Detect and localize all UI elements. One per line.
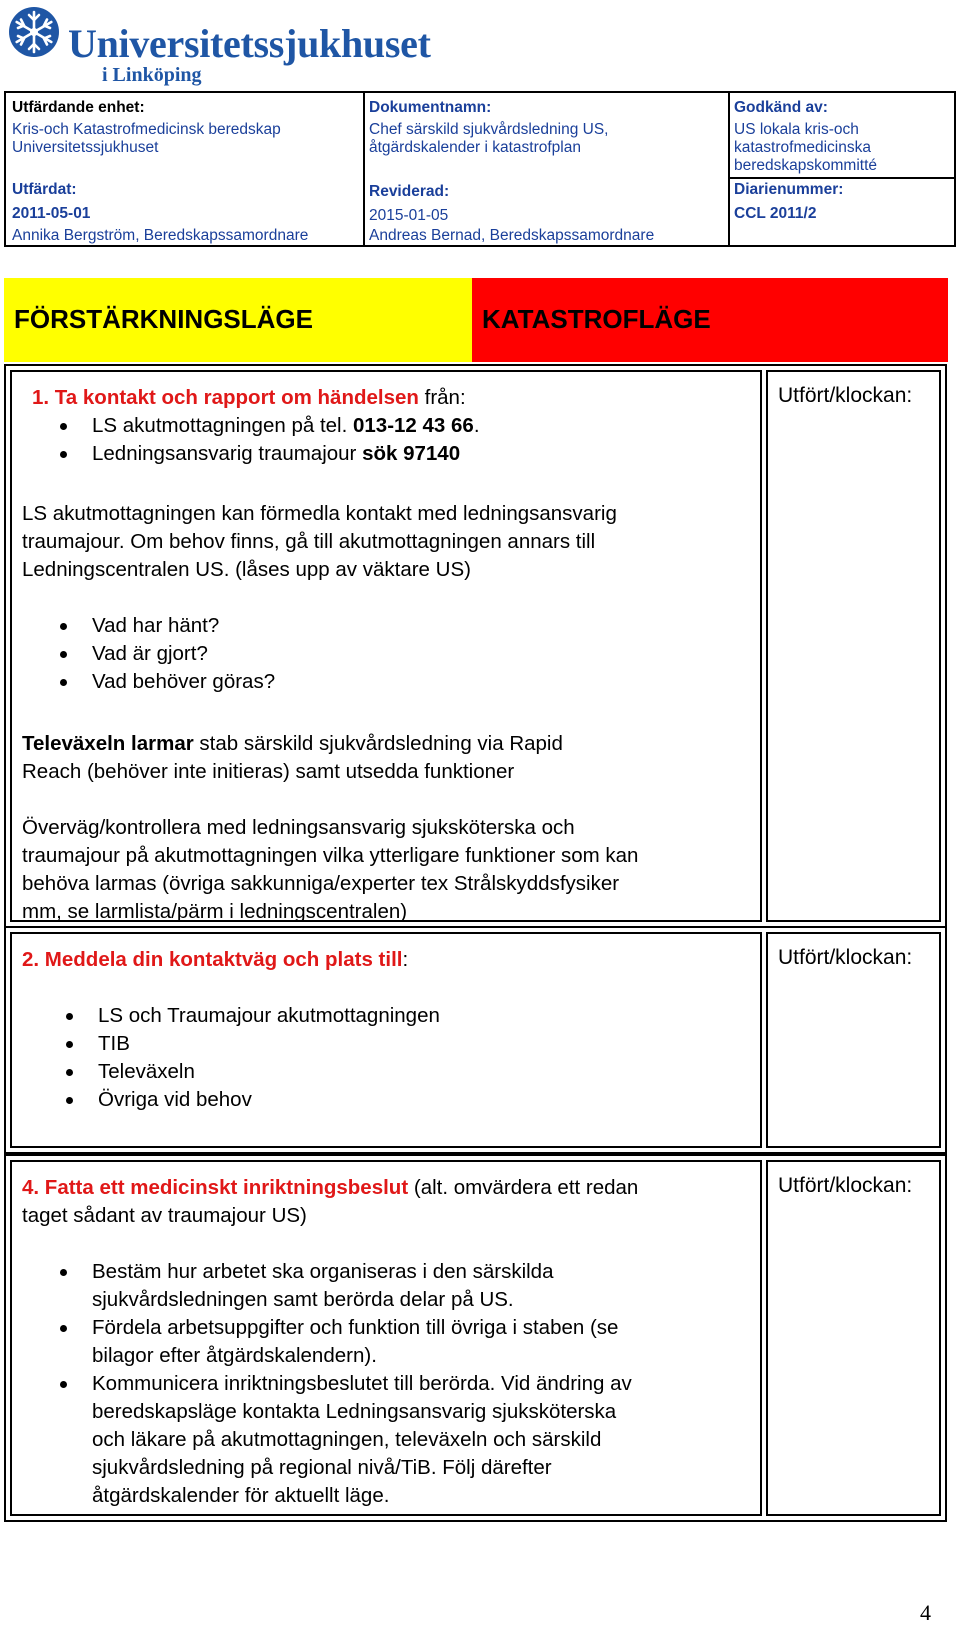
list-item: LS och Traumajour akutmottagningen [26,1002,440,1030]
approval-right-border [954,177,956,245]
reinforcement-mode-banner [4,278,472,362]
step4-heading-line2: taget sådant av traumajour US) [22,1204,307,1227]
reinforcement-mode-label: FÖRSTÄRKNINGSLÄGE [14,304,313,334]
issued-date: 2011-05-01 [12,205,91,222]
approved-line1: US lokala kris-och [734,121,859,138]
diary-number-label: Diarienummer: [734,181,844,198]
list-item-continuation: bilagor efter åtgärdskalendern). [92,1344,377,1367]
step4-action-list [20,1258,632,1510]
bullet-icon [66,1013,73,1020]
revised-label: Reviderad: [369,183,450,200]
step1-switchboard-line2: Reach (behöver inte initieras) samt utsedda funktioner [22,760,515,783]
bullet-icon [60,1269,67,1276]
approval-column [728,93,954,245]
step1-switchboard-line1: Televäxeln larmar stab särskild sjukvårdsledning via Rapid [22,732,563,755]
approved-line2: katastrofmedicinska [734,139,871,156]
issuing-unit-line2: Universitetssjukhuset [12,139,159,156]
step1-para-line1: LS akutmottagningen kan förmedla kontakt med ledningsansvarig [22,502,617,525]
step4-done-cell[interactable] [766,1160,941,1516]
step1-consider-line2: traumajour på akutmottagningen vilka ytterligare funktioner som kan [22,844,639,867]
list-item: TIB [26,1030,440,1058]
bullet-icon [60,623,67,630]
step1-content [10,370,762,922]
step1-done-label: Utfört/klockan: [778,384,913,407]
step2-recipient-list [26,1002,440,1114]
step4-done-label: Utfört/klockan: [778,1174,913,1197]
document-header-table [4,91,956,247]
hospital-logo [8,6,448,90]
step1-consider-line1: Överväg/kontrollera med ledningsansvarig sjuksköterska och [22,816,575,839]
bullet-icon [66,1097,73,1104]
revised-by: Andreas Bernad, Beredskapssamordnare [369,227,655,244]
list-item: Övriga vid behov [26,1086,440,1114]
list-item-continuation: beredskapsläge kontakta Ledningsansvarig sjuksköterska [92,1400,617,1423]
list-item-continuation: och läkare på akutmottagningen, televäxeln och särskild [92,1428,602,1451]
issuing-unit-label: Utfärdande enhet: [12,99,145,116]
step4-block [4,1154,947,1522]
step1-para-line3: Ledningscentralen US. (låses upp av väktare US) [22,558,471,581]
bullet-icon [60,423,67,430]
step1-heading: 1. Ta kontakt och rapport om händelsen från: [32,386,466,409]
bullet-icon [60,451,67,458]
issuing-unit-column [6,93,365,245]
step1-para-line2: traumajour. Om behov finns, gå till akutmottagningen annars till [22,530,596,553]
list-item: Bestäm hur arbetet ska organiseras i den särskilda [20,1258,632,1286]
logo-subtitle: i Linköping [102,64,202,86]
document-name-line1: Chef särskild sjukvårdsledning US, [369,121,609,138]
issued-label: Utfärdat: [12,181,77,198]
document-name-label: Dokumentnamn: [369,99,492,116]
bullet-icon [60,1381,67,1388]
step1-done-cell[interactable] [766,370,941,922]
document-name-line2: åtgärdskalender i katastrofplan [369,139,581,156]
issued-by: Annika Bergström, Beredskapssamordnare [12,227,309,244]
step1-contact-list [20,412,480,468]
list-item: Vad har hänt? [20,612,275,640]
approved-line3: beredskapskommitté [734,157,878,174]
diary-number-value: CCL 2011/2 [734,205,817,222]
disaster-mode-banner [472,278,948,362]
list-item: Vad är gjort? [20,640,275,668]
step2-content [10,932,762,1148]
step1-consider-line4: mm, se larmlista/pärm i ledningscentralen) [22,900,408,923]
bullet-icon [66,1069,73,1076]
page-number: 4 [920,1600,931,1625]
list-item-continuation: sjukvårdsledningen samt berörda delar på US. [92,1288,514,1311]
issuing-unit-line1: Kris-och Katastrofmedicinsk beredskap [12,121,281,138]
list-item: Ledningsansvarig traumajour sök 97140 [20,440,480,468]
step4-heading: 4. Fatta ett medicinskt inriktningsbeslut (alt. omvärdera ett redan [22,1176,639,1199]
step1-question-list [20,612,275,696]
list-item: Fördela arbetsuppgifter och funktion till övriga i staben (se [20,1314,632,1342]
list-item: LS akutmottagningen på tel. 013-12 43 66. [20,412,480,440]
document-name-column [363,93,730,245]
logo-title: Universitetssjukhuset [68,21,431,66]
step2-done-label: Utfört/klockan: [778,946,913,969]
list-item-continuation: åtgärdskalender för aktuellt läge. [92,1484,390,1507]
revised-date: 2015-01-05 [369,207,449,224]
list-item: Televäxeln [26,1058,440,1086]
approved-label: Godkänd av: [734,99,828,116]
approval-divider [728,177,954,179]
step1-consider-line3: behöva larmas (övriga sakkunniga/experter tex Strålskyddsfysiker [22,872,620,895]
list-item: Kommunicera inriktningsbeslutet till berörda. Vid ändring av [20,1370,632,1398]
bullet-icon [60,1325,67,1332]
bullet-icon [66,1041,73,1048]
list-item-continuation: sjukvårdsledning på regional nivå/TiB. Följ därefter [92,1456,552,1479]
step1-block [4,364,947,928]
step4-content [10,1160,762,1516]
step2-done-cell[interactable] [766,932,941,1148]
bullet-icon [60,679,67,686]
step2-block [4,926,947,1154]
bullet-icon [60,651,67,658]
list-item: Vad behöver göras? [20,668,275,696]
snowflake-emblem-icon [8,6,60,58]
step2-heading: 2. Meddela din kontaktväg och plats till: [22,948,409,971]
disaster-mode-label: KATASTROFLÄGE [482,304,711,334]
